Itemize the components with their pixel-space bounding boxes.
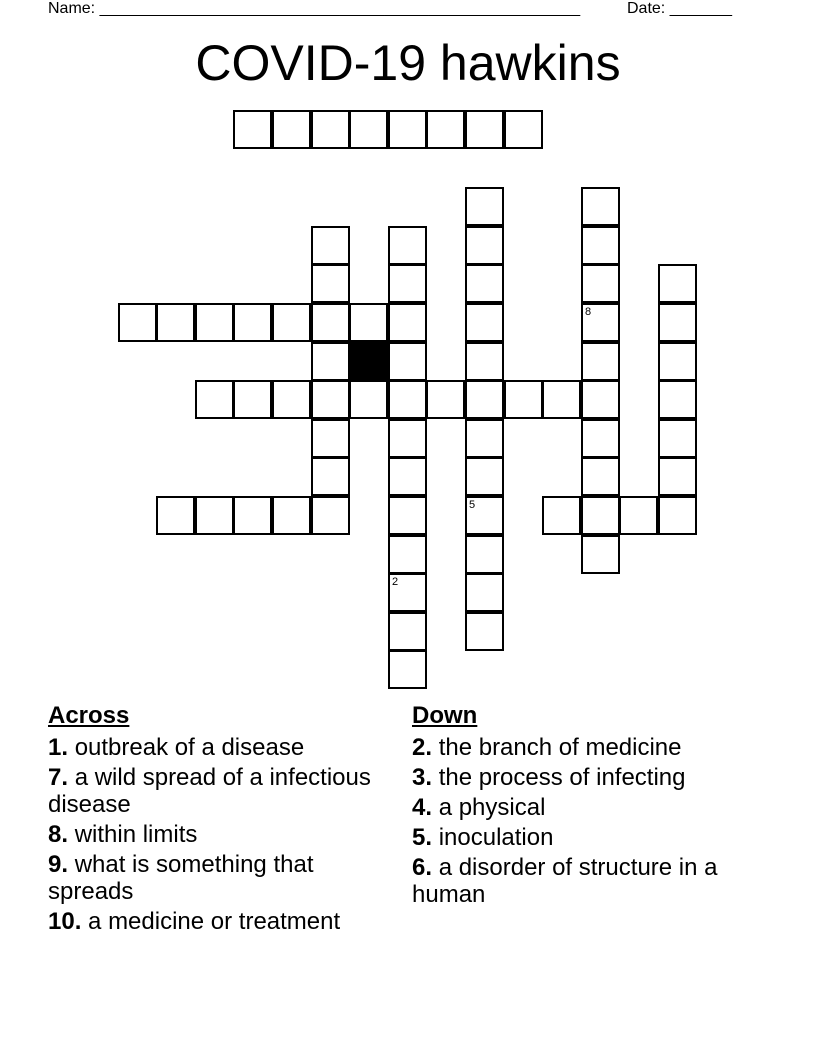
- grid-cell[interactable]: [658, 496, 697, 535]
- grid-cell[interactable]: [465, 419, 504, 458]
- grid-cell[interactable]: [311, 303, 350, 342]
- grid-cell[interactable]: [465, 380, 504, 419]
- clue-number: 6.: [412, 854, 433, 881]
- grid-cell[interactable]: [388, 496, 427, 535]
- clue-text: the branch of medicine: [438, 734, 682, 761]
- clue-down-3: [412, 764, 752, 791]
- clue-down-6: [412, 854, 752, 908]
- grid-cell[interactable]: [658, 342, 697, 381]
- grid-cell[interactable]: [195, 496, 234, 535]
- clue-across-9: [48, 851, 388, 905]
- clue-down-5: [412, 824, 752, 851]
- clue-text: a disorder of structure in a human: [412, 854, 718, 908]
- grid-cell[interactable]: [658, 380, 697, 419]
- grid-cell[interactable]: [272, 496, 311, 535]
- grid-cell[interactable]: [465, 496, 504, 535]
- down-clues: [412, 702, 752, 911]
- clue-text: a wild spread of a infectious disease: [48, 764, 371, 818]
- grid-cell[interactable]: [658, 303, 697, 342]
- grid-cell[interactable]: [465, 226, 504, 265]
- grid-cell[interactable]: [581, 187, 620, 226]
- grid-cell[interactable]: [426, 380, 465, 419]
- grid-cell[interactable]: [311, 419, 350, 458]
- grid-cell[interactable]: [311, 380, 350, 419]
- grid-cell[interactable]: [465, 535, 504, 574]
- grid-cell[interactable]: [388, 573, 427, 612]
- name-field-label[interactable]: Name: ______________________________________________________: [48, 0, 581, 17]
- grid-cell[interactable]: [118, 303, 157, 342]
- grid-cell[interactable]: [581, 496, 620, 535]
- grid-cell[interactable]: [542, 380, 581, 419]
- grid-cell[interactable]: [311, 496, 350, 535]
- grid-cell[interactable]: [465, 342, 504, 381]
- grid-cell[interactable]: [658, 419, 697, 458]
- clue-number: 4.: [412, 794, 433, 821]
- clue-across-8: [48, 821, 388, 848]
- grid-cell[interactable]: [581, 380, 620, 419]
- blocked-cell: [349, 342, 388, 381]
- clue-number-label: 8: [585, 306, 592, 318]
- clue-across-10: [48, 908, 388, 935]
- grid-cell[interactable]: [581, 535, 620, 574]
- clue-number: 5.: [412, 824, 433, 851]
- clue-text: inoculation: [438, 824, 554, 851]
- grid-cell[interactable]: [388, 342, 427, 381]
- clue-text: the process of infecting: [438, 764, 686, 791]
- clue-text: what is something that spreads: [48, 851, 314, 905]
- grid-cell[interactable]: [195, 303, 234, 342]
- down-heading: Down: [412, 702, 478, 729]
- puzzle-title: COVID-19 hawkins: [195, 35, 621, 91]
- clue-number: 1.: [48, 734, 69, 761]
- grid-cell[interactable]: [388, 226, 427, 265]
- clue-down-4: [412, 794, 752, 821]
- clue-text: a physical: [438, 794, 546, 821]
- grid-cell[interactable]: [272, 110, 311, 149]
- clue-across-7: [48, 764, 388, 818]
- grid-cell[interactable]: [388, 457, 427, 496]
- grid-cell[interactable]: [581, 419, 620, 458]
- across-heading: Across: [48, 702, 130, 729]
- clue-text: a medicine or treatment: [88, 908, 341, 935]
- grid-cell[interactable]: [311, 342, 350, 381]
- clue-number: 9.: [48, 851, 69, 878]
- grid-cell[interactable]: [349, 110, 388, 149]
- grid-cell[interactable]: [388, 303, 427, 342]
- grid-cell[interactable]: [581, 226, 620, 265]
- clue-number: 10.: [48, 908, 82, 935]
- grid-cell[interactable]: [156, 496, 195, 535]
- date-field-label[interactable]: Date: _______: [627, 0, 732, 17]
- grid-cell[interactable]: [619, 496, 658, 535]
- grid-cell[interactable]: [311, 264, 350, 303]
- grid-cell[interactable]: [465, 573, 504, 612]
- grid-cell[interactable]: [311, 457, 350, 496]
- grid-cell[interactable]: [233, 303, 272, 342]
- grid-cell[interactable]: [311, 226, 350, 265]
- grid-cell[interactable]: [465, 264, 504, 303]
- grid-cell[interactable]: [465, 612, 504, 651]
- grid-cell[interactable]: [311, 110, 350, 149]
- grid-cell[interactable]: [542, 496, 581, 535]
- clue-text: outbreak of a disease: [74, 734, 305, 761]
- clue-number: 7.: [48, 764, 69, 791]
- clue-number-label: 2: [392, 576, 399, 588]
- clue-down-2: [412, 734, 752, 761]
- grid-cell[interactable]: [388, 650, 427, 689]
- grid-cell[interactable]: [388, 419, 427, 458]
- grid-cell[interactable]: [388, 110, 427, 149]
- grid-cell[interactable]: [658, 264, 697, 303]
- grid-cell[interactable]: [349, 303, 388, 342]
- grid-cell[interactable]: [233, 110, 272, 149]
- grid-cell[interactable]: [658, 457, 697, 496]
- grid-cell[interactable]: [504, 380, 543, 419]
- grid-cell[interactable]: [388, 535, 427, 574]
- grid-cell[interactable]: [581, 457, 620, 496]
- grid-cell[interactable]: [581, 342, 620, 381]
- grid-cell[interactable]: [581, 303, 620, 342]
- grid-cell[interactable]: [156, 303, 195, 342]
- grid-cell[interactable]: [388, 612, 427, 651]
- grid-cell[interactable]: [388, 264, 427, 303]
- grid-cell[interactable]: [233, 496, 272, 535]
- grid-cell[interactable]: [272, 380, 311, 419]
- clue-number: 2.: [412, 734, 433, 761]
- grid-cell[interactable]: [465, 187, 504, 226]
- grid-cell[interactable]: [426, 110, 465, 149]
- grid-cell[interactable]: [581, 264, 620, 303]
- clue-number: 8.: [48, 821, 69, 848]
- grid-cell[interactable]: [349, 380, 388, 419]
- clue-across-1: [48, 734, 388, 761]
- grid-cell[interactable]: [465, 303, 504, 342]
- clue-text: within limits: [74, 821, 198, 848]
- grid-cell[interactable]: [233, 380, 272, 419]
- grid-cell[interactable]: [195, 380, 234, 419]
- grid-cell[interactable]: [465, 457, 504, 496]
- grid-cell[interactable]: [504, 110, 543, 149]
- clue-number: 3.: [412, 764, 433, 791]
- grid-cell[interactable]: [272, 303, 311, 342]
- grid-cell[interactable]: [465, 110, 504, 149]
- clue-number-label: 5: [469, 499, 476, 511]
- across-clues: [48, 702, 388, 938]
- grid-cell[interactable]: [388, 380, 427, 419]
